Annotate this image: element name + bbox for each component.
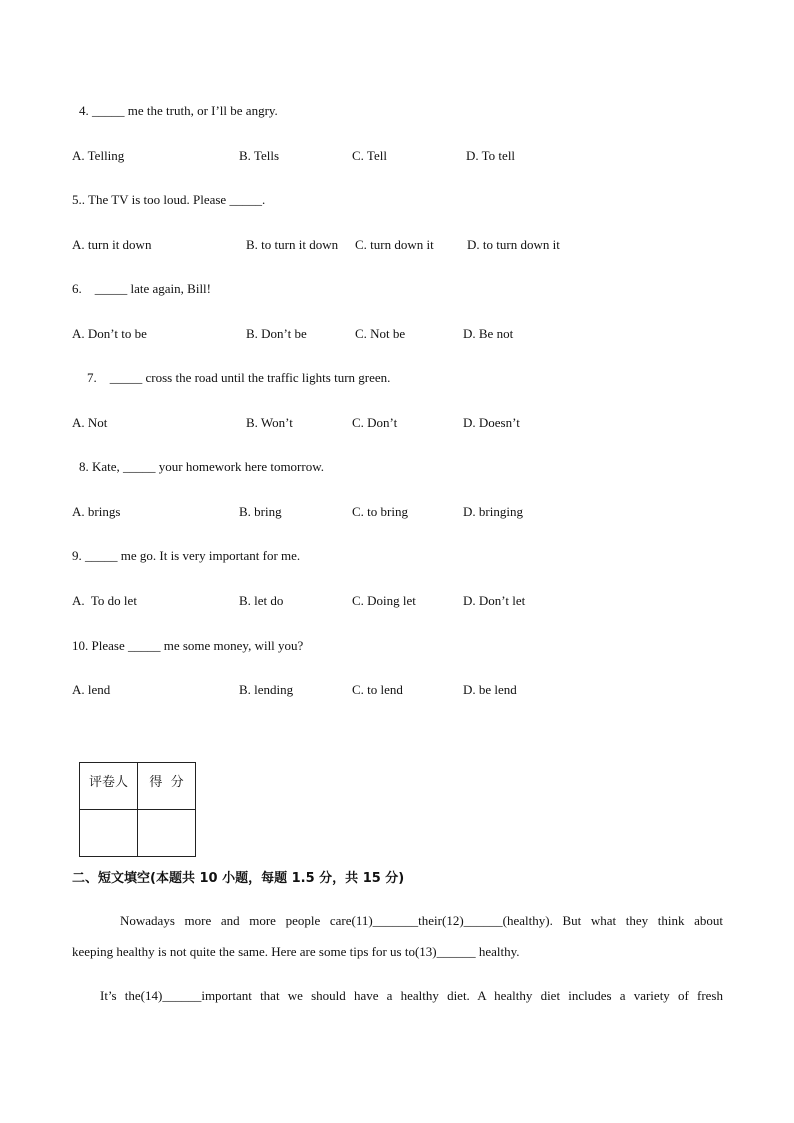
- score-table: [79, 762, 196, 857]
- question-9-option-a: A. To do let: [72, 593, 137, 608]
- question-7-option-c: C. Don’t: [352, 415, 398, 430]
- question-8-option-c: C. to bring: [352, 504, 408, 519]
- question-10-stem: 10. Please _____ me some money, will you?: [72, 638, 304, 653]
- question-10-option-b: B. lending: [239, 682, 294, 697]
- question-5-stem: 5.. The TV is too loud. Please _____.: [72, 192, 266, 207]
- question-6-option-d: D. Be not: [463, 326, 514, 341]
- score-header: 得 分: [138, 763, 196, 810]
- question-7-option-a: A. Not: [72, 415, 108, 430]
- paragraph-1-line-2: keeping healthy is not quite the same. Here are some tips for us to(13)______ healthy.: [72, 944, 520, 959]
- question-5-option-d: D. to turn down it: [467, 237, 560, 252]
- score-cell: [138, 810, 196, 857]
- question-9-option-c: C. Doing let: [352, 593, 416, 608]
- question-10-option-c: C. to lend: [352, 682, 403, 697]
- paragraph-2-line-1: It’s the(14)______important that we should have a healthy diet. A healthy diet includes a variety of fresh: [100, 988, 723, 1003]
- question-8-option-a: A. brings: [72, 504, 121, 519]
- question-8-stem: 8. Kate, _____ your homework here tomorrow.: [79, 459, 325, 474]
- question-7-option-b: B. Won’t: [246, 415, 293, 430]
- question-4-option-c: C. Tell: [352, 148, 387, 163]
- question-4-stem: 4. _____ me the truth, or I’ll be angry.: [79, 103, 278, 118]
- question-8-option-b: B. bring: [239, 504, 282, 519]
- question-6-stem: 6. _____ late again, Bill!: [72, 281, 212, 296]
- question-5-option-c: C. turn down it: [355, 237, 434, 252]
- reviewer-cell: [80, 810, 138, 857]
- reviewer-header: 评卷人: [80, 763, 138, 810]
- question-10-option-d: D. be lend: [463, 682, 517, 697]
- question-6-option-c: C. Not be: [355, 326, 406, 341]
- question-7-stem: 7. _____ cross the road until the traffic lights turn green.: [87, 370, 391, 385]
- paragraph-1-line-1: Nowadays more and more people care(11)_______their(12)______(healthy). But what they think about: [120, 913, 723, 928]
- question-9-option-b: B. let do: [239, 593, 284, 608]
- question-7-option-d: D. Doesn’t: [463, 415, 520, 430]
- question-4-option-d: D. To tell: [466, 148, 516, 163]
- section-2-title: 二、短文填空(本题共 10 小题，每题 1.5 分，共 15 分): [72, 871, 405, 886]
- question-4-option-b: B. Tells: [239, 148, 280, 163]
- question-5-option-a: A. turn it down: [72, 237, 152, 252]
- question-5-option-b: B. to turn it down: [246, 237, 339, 252]
- question-4-option-a: A. Telling: [72, 148, 125, 163]
- question-6-option-a: A. Don’t to be: [72, 326, 147, 341]
- question-10-option-a: A. lend: [72, 682, 111, 697]
- question-8-option-d: D. bringing: [463, 504, 523, 519]
- question-6-option-b: B. Don’t be: [246, 326, 307, 341]
- question-9-stem: 9. _____ me go. It is very important for me.: [72, 548, 301, 563]
- question-9-option-d: D. Don’t let: [463, 593, 526, 608]
